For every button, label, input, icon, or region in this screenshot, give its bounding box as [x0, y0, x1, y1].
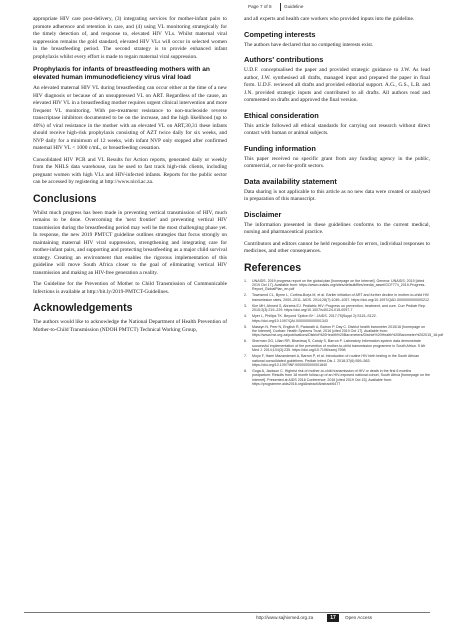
reference-text: Massyn N, Peer N, English R, Padarath A, Barron P, Day C. District health barometer 2015/16 [homepage on the Internet]. Durban: Health Systems Trust; 2016 [cited 2019 Oct 17]. Available from: https://www.hst.org.za/publications/District%20Health%20Barometers/District%20Health%20Barometer%202015_16.pdf [252, 324, 444, 338]
heading-competing-interests: Competing interests [244, 29, 316, 39]
left-column [33, 16, 227, 338]
reference-text: Myer L, Phillips TK. Beyond 'Option B+'. JAIDS. 2017;75(Suppl 2):S115–S122. https://doi.org/10.1097/QAI.0000000000001343 [252, 314, 377, 323]
heading-prophylaxis: Prophylaxis for infants of breastfeeding mothers with an elevated human immunodeficiency virus viral load [33, 66, 210, 81]
reference-item: 5. Massyn N, Peer N, English R, Padarath A, Barron P, Day C. District health barometer 2015/16 [homepage on the Internet]. Durban: Health Systems Trust; 2016 [cited 2019 Oct 17]. Available from: https://www.hst.org.za/publications/District%20Health%20Barometers/District%20Health%20Barometer%202015_16.pdf [244, 324, 444, 338]
reference-item: 6. Sherman GG, Lilian RR, Bhardwaj S, Candy S, Barron P. Laboratory information system data demonstrate successful implementation of the prevention of mother-to-child transmission programme in South Africa. S Afr Med J. 2014;104(3):235. https://doi.org/10.7196/samj.7598 [244, 339, 426, 353]
heading-references: References [244, 261, 302, 274]
reference-item: 7. Moyo F, Haeri Mazanderani A, Barron P, et al. Introduction of routine HIV birth testing in the South African national consolidated guidelines. Pediatr Infect Dis J. 2018;37(6):559–563. https://doi.org/10.1097/INF.0000000000001840 [244, 354, 420, 367]
paragraph: Contributors and editors cannot be held responsible for errors, individual responses to medicines, and other consequences. [244, 240, 430, 254]
heading-acknowledgements: Acknowledgements [33, 302, 133, 314]
heading-authors-contributions: Authors' contributions [244, 55, 324, 64]
open-access-label: Open Access [345, 615, 373, 620]
paragraph: Data sharing is not applicable to this article as no new data were created or analysed in preparation of this manuscript. [244, 188, 430, 202]
reference-item: 1. UNAIDS. 2019 progress report on the global plan [homepage on the Internet]. Geneva: UNAIDS; 2019 [cited 2019 Oct 17]. Available from: https://www.unaids.org/sites/default/files/media_asset/GCF774_2019-Progress-Report_GlobalPlan_en.pdf [244, 278, 426, 292]
page-number-badge: 17 [327, 614, 339, 622]
page-label: Page 7 of 8 [248, 4, 272, 9]
paragraph: The information presented in these guidelines conforms to the current medical, nursing and pharmaceutical practice. [244, 221, 430, 235]
reference-text: Townsend CL, Byrne L, Cortina-Borja M, et al. Earlier initiation of ART and further decline in mother-to-child HIV transmission rates, 2000–2011. AIDS. 2014;28(7):1049–1057. https://doi.org/10.1097/QAD.0000000000000212 [252, 293, 430, 302]
reference-item: 4. Myer L, Phillips TK. Beyond 'Option B+'. JAIDS. 2017;75(Suppl 2):S115–S122. https://doi.org/10.1097/QAI.0000000000001343 [244, 314, 377, 323]
page-header [0, 0, 453, 14]
heading-ethical-consideration: Ethical consideration [244, 110, 319, 120]
reference-item: 2. Townsend CL, Byrne L, Cortina-Borja M, et al. Earlier initiation of ART and further decline in mother-to-child HIV transmission rates, 2000–2011. AIDS. 2014;28(7):1049–1057. https://doi.org/10.1097/QAD.0000000000000212 [244, 293, 430, 302]
journal-url[interactable]: http://www.sajhivmed.org.za [256, 615, 314, 620]
reference-text: Moyo F, Haeri Mazanderani A, Barron P, et al. Introduction of routine HIV birth testing in the South African national consolidated guidelines. Pediatr Infect Dis J. 2018;37(6):559–563. https://doi.org/10.1097/INF.0000000000001840 [252, 354, 420, 367]
paragraph: appropriate HIV care post-delivery, (3) integrating services for mother-infant pairs to promote adherence and retention in care, and (4) using VL monitoring strategically for the timely detection of, and response to, elevated HIV VLs. Whilst maternal viral suppression remains the gold standard, elevated HIV VLs will occur in selected women in the breastfeeding period. The second strategy is to provide enhanced infant prophylaxis whilst every effort is made to regain maternal viral suppression. [33, 16, 227, 60]
reference-text: Kim MH, Ahmed S, Abrams EJ. Pediatric HIV: Progress on prevention, treatment, and cure. Curr Pediatr Rep. 2015;3(3):219–229. https://doi.org/10.1007/s40124-015-0097-7 [252, 303, 426, 313]
paragraph: An elevated maternal HIV VL during breastfeeding can occur either at the time of a new HIV diagnosis or because of an unsuppressed VL on ART. Regardless of the cause, an elevated HIV VL in a breastfeeding mother requires urgent clinical intervention and more frequent VL monitoring. With pre-treatment resistance to non-nucleoside reverse transcriptase inhibitors documented to be on the increase, and the high likelihood (up to 40%) of viral resistance in the mother with an elevated VL on ART,30,31 these infants should receive high-risk prophylaxis consisting of AZT twice daily for six weeks, and NVP daily for a minimum of 12 weeks, with infant NVP only stopped after confirmed maternal HIV VL < 1000 c/mL, or breastfeeding cessation. [33, 85, 227, 151]
heading-disclaimer: Disclaimer [244, 209, 282, 219]
heading-funding-information: Funding information [244, 143, 316, 153]
header-divider [280, 3, 281, 11]
heading-data-availability: Data availability statement [244, 176, 337, 186]
right-column [244, 16, 444, 388]
reference-item: 3. Kim MH, Ahmed S, Abrams EJ. Pediatric HIV: Progress on prevention, treatment, and cure. Curr Pediatr Rep. 2015;3(3):219–229. https://doi.org/10.1007/s40124-015-0097-7 [244, 303, 426, 313]
reference-list [244, 278, 444, 387]
reference-text: Sherman GG, Lilian RR, Bhardwaj S, Candy S, Barron P. Laboratory information system data demonstrate successful implementation of the prevention of mother-to-child transmission programme in South Africa. S Afr Med J. 2014;104(3):235. https://doi.org/10.7196/samj.7598 [252, 339, 426, 353]
paragraph: Consolidated HIV PCR and VL Results for Action reports, generated daily or weekly from the NHLS data warehouse, can be used to fast track high-risk clients, including pregnant women with high VLs and HIV-infected infants. Reports for the public sector can be accessed by registering at http://www.nicd.ac.za. [33, 156, 227, 185]
paragraph: The authors have declared that no competing interests exist. [244, 41, 374, 48]
section-label: Guideline [284, 4, 304, 9]
heading-conclusions: Conclusions [33, 192, 97, 205]
reference-item: 8. Goga A, Jackson C. Highest risk of mother-to-child transmission of HIV or death in the first 6 months postpartum: Results from 18 month follow-up of an HIV-exposed national cohort, South Africa [homepage on the Internet]. Presented at AIDS 2016 Conference; 2016 [cited 2019 Oct 15]. Available from: https://programme.aids2016.org/Abstract/Abstract/6477 [244, 368, 430, 387]
reference-text: UNAIDS. 2019 progress report on the global plan [homepage on the Internet]. Geneva: UNAIDS; 2019 [cited 2019 Oct 17]. Available from: https://www.unaids.org/sites/default/files/media_asset/GCF774_2019-Progress-Report_GlobalPlan_en.pdf [252, 278, 426, 292]
paragraph: This paper received no specific grant from any funding agency in the public, commercial, or not-for-profit sectors. [244, 155, 430, 169]
paragraph: Whilst much progress has been made in preventing vertical transmission of HIV, much remains to be done. Overcoming the 'next frontier' and preventing vertical HIV transmission during the breastfeeding period may well be the most challenging phase yet. In response, the new 2019 PMTCT guideline outlines strategies that focus strongly on maintaining maternal HIV viral suppression, strengthening and integrating care for mother-infant pairs, and supporting and protecting breastfeeding as a major child survival strategy. Creating an environment that enables the rigorous implementation of this guideline will move South Africa closer to the goal of eliminating vertical HIV transmission and making an HIV-free generation a reality. [33, 209, 227, 276]
paragraph: The authors would like to acknowledge the National Department of Health Prevention of Mother-to-Child Transmission (NDOH PMTCT) Technical Working Group, [33, 319, 227, 333]
paragraph: The Guideline for the Prevention of Mother to Child Transmission of Communicable Infections is available at http://bit.ly/2019-PMTCT-Guidelines. [33, 281, 227, 295]
paragraph: U.D.F. conceptualised the paper and provided strategic guidance to J.W. As lead author, J.W. synthesised all drafts, managed input and prepared the paper in final form. U.D.F. reviewed all drafts and provided editorial support. A.G., G.S., L.B. and J.N. provided strategic inputs and contributed to all drafts. All authors read and commented on drafts and approved the final version. [244, 67, 430, 103]
footer-rule [24, 612, 430, 613]
reference-text: Goga A, Jackson C. Highest risk of mother-to-child transmission of HIV or death in the first 6 months postpartum: Results from 18 month follow-up of an HIV-exposed national cohort, South Africa [homepage on the Internet]. Presented at AIDS 2016 Conference; 2016 [cited 2019 Oct 15]. Available from: https://programme.aids2016.org/Abstract/Abstract/6477 [252, 368, 430, 387]
page-footer [0, 612, 453, 624]
paragraph: and all experts and health care workers who provided inputs into the guideline. [244, 16, 415, 22]
paragraph: This article followed all ethical standards for carrying out research without direct contact with human or animal subjects. [244, 122, 430, 136]
